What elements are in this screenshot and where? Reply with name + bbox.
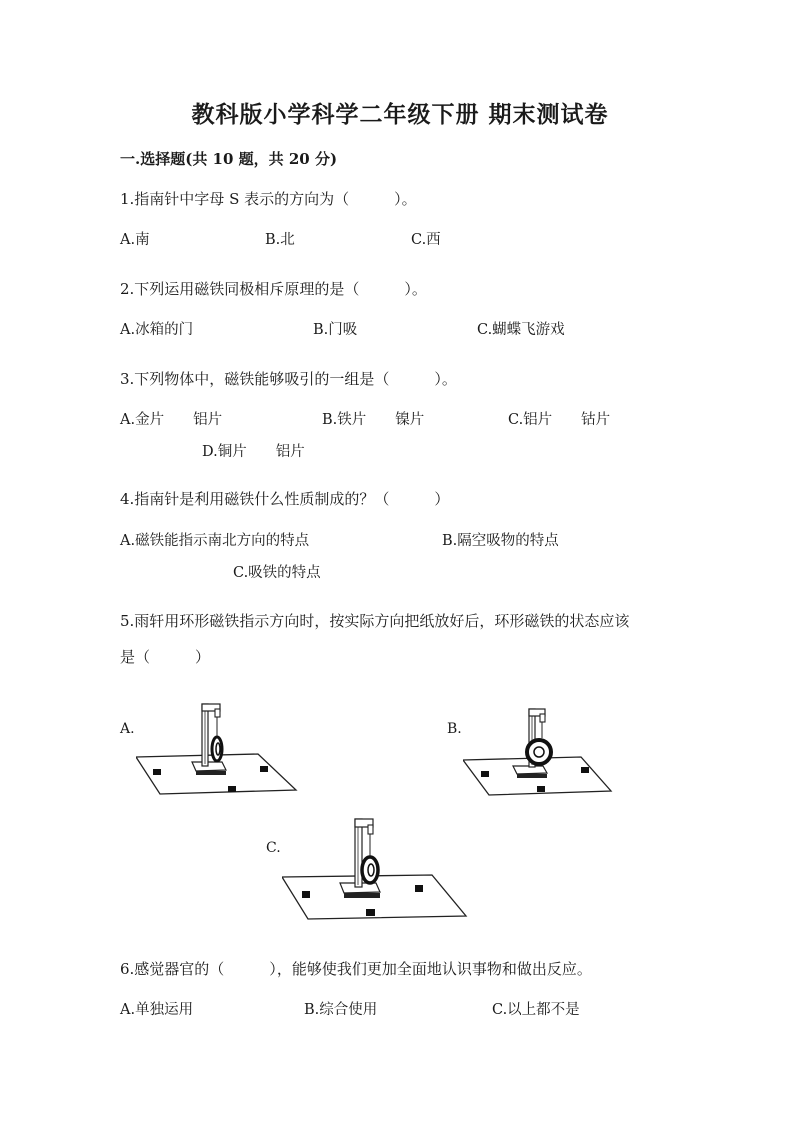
- question-5-option-b: B.: [447, 721, 462, 737]
- figure-a-south-mark: [260, 766, 268, 772]
- question-4-option-c: C.吸铁的特点: [233, 565, 321, 581]
- question-5-stem-line-1: 5.雨轩用环形磁铁指示方向时，按实际方向把纸放好后，环形磁铁的状态应该: [120, 612, 630, 630]
- question-2-option-c: C.蝴蝶飞游戏: [477, 322, 565, 338]
- figure-a-ring-magnet-stand: [136, 700, 301, 800]
- question-2-option-a: A.冰箱的门: [120, 322, 194, 338]
- question-2-option-b: B.门吸: [313, 322, 358, 338]
- question-1-option-a: A.南: [120, 232, 150, 248]
- question-5-option-a: A.: [120, 721, 135, 737]
- figure-b-ring-magnet-stand: [463, 705, 618, 800]
- question-6-option-c: C.以上都不是: [492, 1002, 580, 1018]
- question-6-stem: 6.感觉器官的（ ），能够使我们更加全面地认识事物和做出反应。: [120, 960, 592, 978]
- question-3-option-d: D.铜片 铝片: [202, 444, 305, 460]
- question-1-option-c: C.西: [411, 232, 441, 248]
- page-title: 教科版小学科学二年级下册 期末测试卷: [191, 101, 609, 128]
- question-4-stem: 4.指南针是利用磁铁什么性质制成的？（ ）: [120, 490, 450, 508]
- section-heading: 一.选择题(共 10 题，共 20 分): [120, 150, 338, 168]
- question-3-option-c: C.铝片 钴片: [508, 412, 611, 428]
- question-3-stem: 3.下列物体中，磁铁能够吸引的一组是（ ）。: [120, 370, 457, 388]
- figure-c-ring-magnet-stand: [282, 815, 472, 925]
- question-5-option-c: C.: [266, 840, 281, 856]
- question-5-stem-line-2: 是（ ）: [120, 648, 211, 666]
- question-6-option-b: B.综合使用: [304, 1002, 378, 1018]
- question-3-option-b: B.铁片 镍片: [322, 412, 425, 428]
- question-6-option-a: A.单独运用: [120, 1002, 194, 1018]
- figure-a-north-mark: [153, 769, 161, 775]
- question-3-option-a: A.金片 铝片: [120, 412, 223, 428]
- question-4-option-a: A.磁铁能指示南北方向的特点: [120, 533, 310, 549]
- question-1-stem: 1.指南针中字母 S 表示的方向为（ ）。: [120, 190, 417, 208]
- question-1-option-b: B.北: [265, 232, 295, 248]
- question-4-option-b: B.隔空吸物的特点: [442, 533, 559, 549]
- question-2-stem: 2.下列运用磁铁同极相斥原理的是（ ）。: [120, 280, 427, 298]
